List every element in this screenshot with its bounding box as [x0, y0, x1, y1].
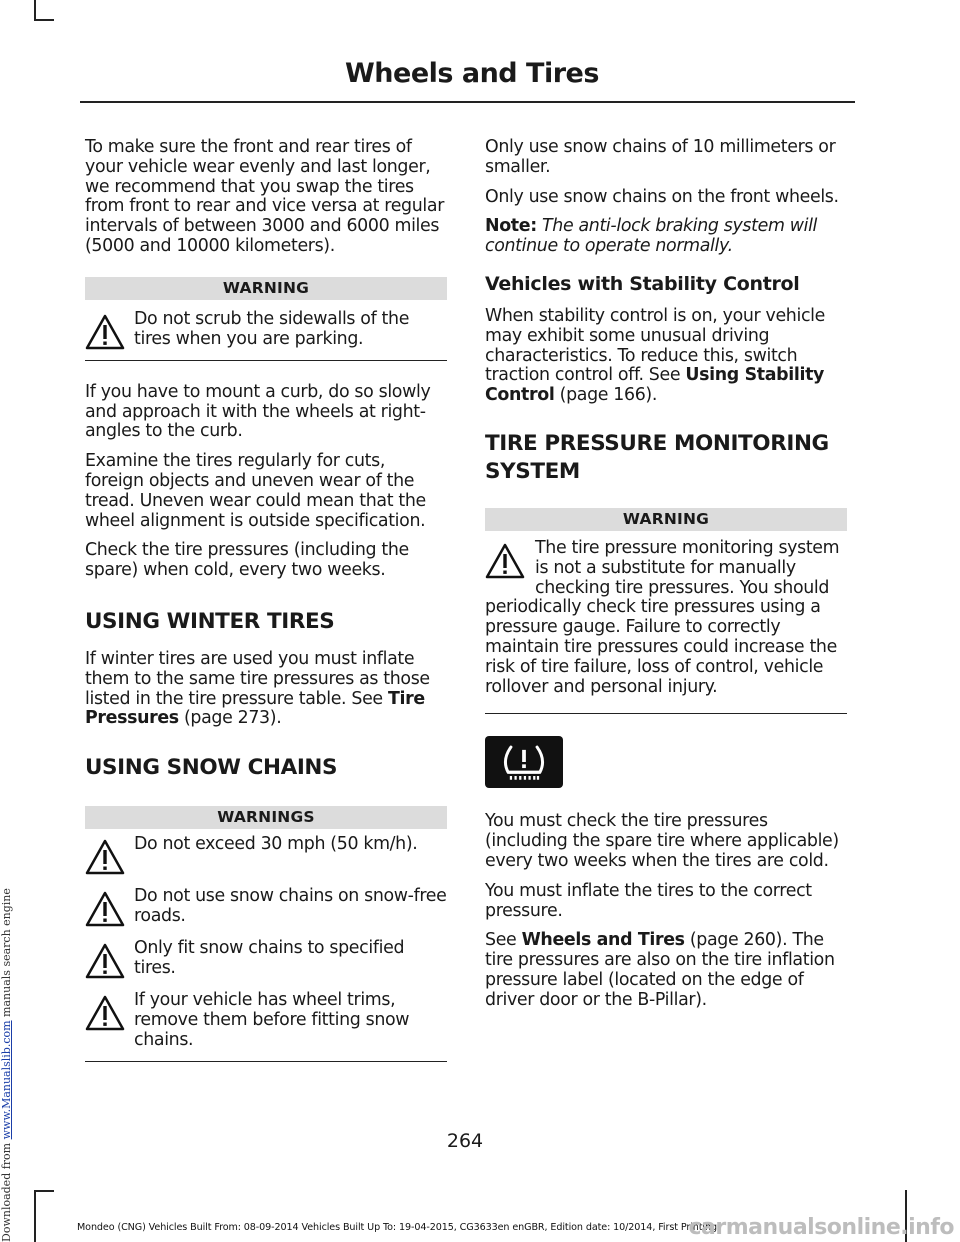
warning-text: Do not scrub the sidewalls of the tires when you are parking.: [134, 308, 410, 349]
stability-text: When stability control is on, your vehicle may exhibit some unusual driving characteristics. To reduce this, switch traction control off. See: [485, 305, 825, 386]
download-prefix: Downloaded from: [0, 1142, 13, 1242]
warnings-header: WARNINGS: [85, 806, 447, 829]
warning-item: [85, 887, 447, 927]
footer-text: Mondeo (CNG) Vehicles Built From: 08-09-2014 Vehicles Built Up To: 19-04-2015, CG3633en enGBR, Edition date: 10/2014, First Printing: [77, 1222, 717, 1233]
see-paragraph: [485, 931, 847, 1010]
warning-item: [85, 835, 447, 875]
manualslib-link[interactable]: www.Manualslib.com: [0, 1020, 13, 1140]
download-note: [0, 888, 13, 1242]
tire-pressure-warning-icon: [485, 736, 563, 788]
check-pressure-paragraph: You must check the tire pressures (including the spare tire where applicable) every two weeks when the tires are cold.: [485, 811, 839, 871]
warning-triangle-icon: [85, 995, 125, 1031]
page-title: Wheels and Tires: [345, 58, 599, 89]
using-stability-control-link[interactable]: Using Stability Control: [485, 365, 825, 406]
stability-paragraph: [485, 307, 847, 406]
warning-triangle-icon: [485, 543, 525, 579]
heading-tpms: [485, 430, 847, 486]
warning-item: [85, 310, 447, 350]
heading-stability-control: Vehicles with Stability Control: [485, 272, 800, 295]
warning-text: Do not exceed 30 mph (50 km/h).: [134, 834, 418, 855]
page-number: 264: [446, 1130, 484, 1152]
warning-text: Only fit snow chains to specified tires.: [134, 938, 405, 978]
intro-paragraph: To make sure the front and rear tires of your vehicle wear evenly and last longer, we recommend that you swap the tires from front to rear and vice versa at regular intervals of between 3000 and 6000 miles (5000 and 10000 kilometers).: [85, 137, 444, 256]
warning-rule: [85, 1061, 447, 1062]
heading-snow-chains: USING SNOW CHAINS: [85, 755, 338, 781]
note-label: Note:: [485, 216, 537, 237]
stability-page: (page 166).: [559, 385, 658, 406]
chains-size-paragraph: Only use snow chains of 10 millimeters or smaller.: [485, 137, 836, 177]
check-paragraph: Check the tire pressures (including the spare) when cold, every two weeks.: [85, 540, 409, 581]
note-text: The anti-lock braking system will continue to operate normally.: [485, 216, 818, 257]
crop-mark-top-left-h: [34, 19, 54, 21]
winter-paragraph: [85, 650, 447, 729]
warning-header: WARNING: [485, 508, 847, 531]
winter-page: (page 273).: [183, 708, 282, 729]
watermark: carmanualsonline.info: [688, 1215, 954, 1240]
title-rule: [80, 101, 855, 103]
heading-tpms-line2: SYSTEM: [485, 458, 580, 484]
warning-text: If your vehicle has wheel trims, remove them before fitting snow chains.: [134, 990, 410, 1050]
tpms-warning-text: The tire pressure monitoring system is not a substitute for manually checking tire pressures. You should periodically check tire pressures using a pressure gauge. Failure to correctly maintain tire pressures could increase the risk of tire failure, loss of control, vehicle rollover and personal injury.: [485, 537, 840, 697]
tire-pressure-warning-glyph: [496, 741, 552, 783]
heading-tpms-line1: TIRE PRESSURE MONITORING: [485, 430, 829, 456]
warning-text: Do not use snow chains on snow-free roads.: [134, 886, 447, 926]
note-paragraph: [485, 217, 847, 257]
inflate-paragraph: You must inflate the tires to the correct pressure.: [485, 880, 812, 921]
examine-paragraph: Examine the tires regularly for cuts, foreign objects and uneven wear of the tread. Uneven wear could mean that the wheel alignment is outside specification.: [85, 451, 426, 531]
warning-triangle-icon: [85, 943, 125, 979]
warning-triangle-icon: [85, 839, 125, 875]
wheels-and-tires-link[interactable]: Wheels and Tires: [521, 930, 685, 951]
right-column: [485, 138, 847, 1021]
crop-mark-bottom-left-h: [34, 1190, 54, 1192]
warning-header: WARNING: [85, 277, 447, 300]
chains-front-paragraph: Only use snow chains on the front wheels.: [485, 186, 839, 207]
download-suffix: manuals search engine: [0, 888, 13, 1017]
see-rest: (page 260). The tire pressures are also on the tire inflation pressure label (located on the edge of driver door or the B-Pillar).: [485, 930, 835, 1010]
warning-item: [85, 991, 447, 1050]
tire-pressures-link[interactable]: Tire Pressures: [85, 688, 425, 729]
curb-paragraph: If you have to mount a curb, do so slowly and approach it with the wheels at right-angles to the curb.: [85, 381, 431, 442]
warning-triangle-icon: [85, 891, 125, 927]
winter-text: If winter tires are used you must inflate them to the same tire pressures as those listed in the tire pressure table. See: [85, 648, 430, 709]
heading-winter-tires: USING WINTER TIRES: [85, 608, 335, 634]
warning-item: [85, 939, 447, 979]
warning-triangle-icon: [85, 314, 125, 350]
tpms-warning-block: [485, 539, 847, 697]
see-text: See: [485, 930, 517, 951]
left-column: [85, 138, 447, 1062]
crop-mark-bottom-left-v: [34, 1190, 36, 1242]
crop-mark-top-left-v: [34, 0, 36, 20]
